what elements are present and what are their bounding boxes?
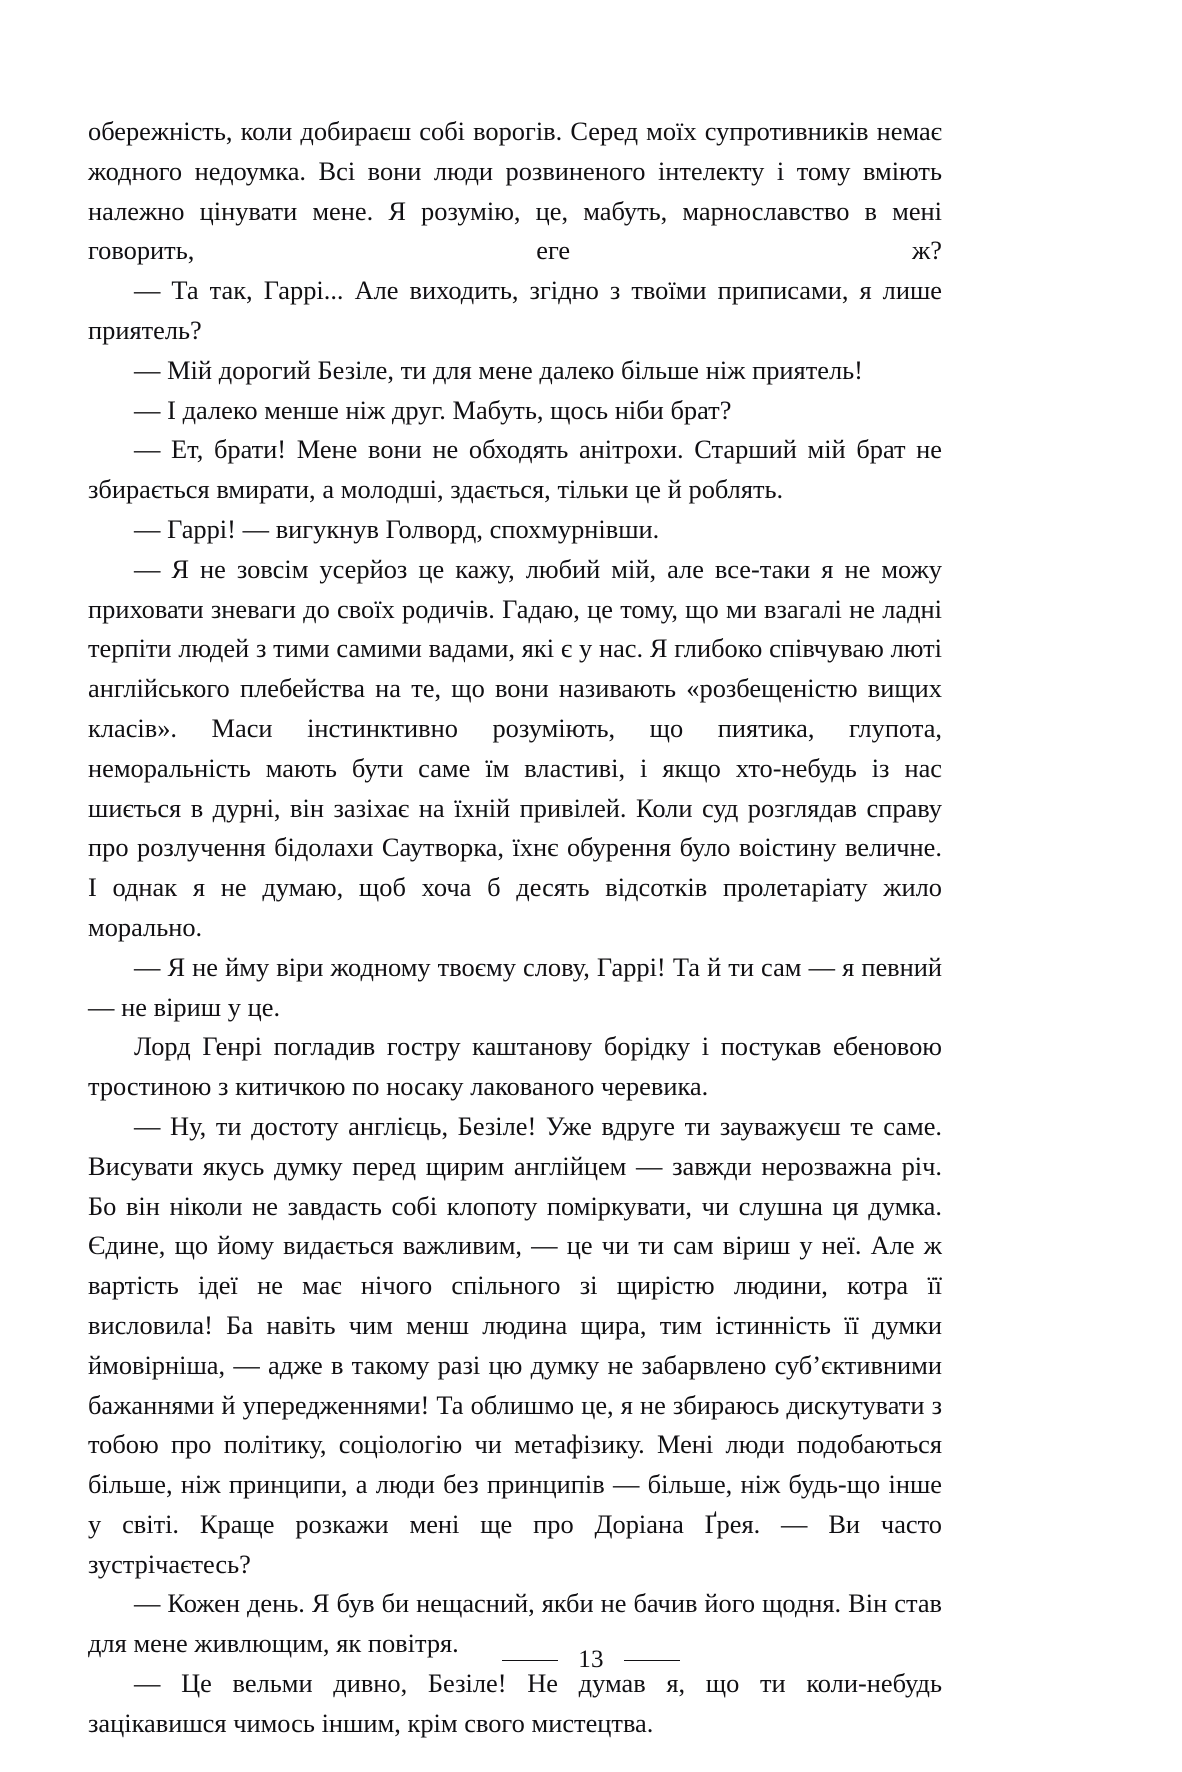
page-footer <box>0 1646 1182 1674</box>
footer-rule-left <box>502 1660 558 1661</box>
paragraph-dialogue: — Та так, Гаррі... Але виходить, згідно з твоїми приписами, я лише приятель? <box>88 275 942 345</box>
paragraph-dialogue: — Я не зовсім усерйоз це кажу, любий мій, але все-таки я не можу приховати зневаги до своїх родичів. Гадаю, це тому, що ми взагалі не ладні терпіти людей з тими самими вадами, які є у нас. Я глибоко співчуваю люті англійського плебейства на те, що вони називають «розбещеністю вищих класів». Маси інстинктивно розуміють, що пиятика, глупота, неморальність мають бути саме їм властиві, і якщо хто-небудь із нас шиється в дурні, він зазіхає на їхній привілей. Коли суд розглядав справу про розлучення бідолахи Саутворка, їхнє обурення було воістину величне. І однак я не думаю, щоб хоча б десять відсотків пролетаріату жило морально. <box>88 553 942 942</box>
page-body-text <box>88 112 942 1744</box>
footer-rule-right <box>624 1660 680 1661</box>
paragraph-dialogue: — Кожен день. Я був би нещасний, якби не бачив його щодня. Він став для мене живлющим, як повітря. <box>88 1588 942 1659</box>
paragraph-continuation: обережність, коли добираєш собі ворогів. Серед моїх супротивників немає жодного недоумка. Всі вони люди розвиненого інтелекту і тому вміють належно цінувати мене. Я розумію, це, мабуть, марнославство в мені говорить, еге ж? <box>88 116 942 266</box>
paragraph-dialogue: — І далеко менше ніж друг. Мабуть, щось ніби брат? <box>134 394 732 425</box>
paragraph-dialogue: — Гаррі! — вигукнув Голворд, спохмурнівши. <box>134 513 660 544</box>
paragraph-dialogue: — Я не йму віри жодному твоєму слову, Гаррі! Та й ти сам — я певний — не віриш у це. <box>88 951 942 1022</box>
paragraph-dialogue: — Мій дорогий Безіле, ти для мене далеко більше ніж приятель! <box>134 354 863 385</box>
paragraph-dialogue: — Ет, брати! Мене вони не обходять анітрохи. Старший мій брат не збирається вмирати, а молодші, здається, тільки це й роблять. <box>88 434 942 505</box>
paragraph-dialogue: — Це вельми дивно, Безіле! Не думав я, що ти коли-небудь зацікавишся чимось іншим, крім свого мистецтва. <box>88 1668 942 1738</box>
page-number: 13 <box>578 1646 604 1673</box>
paragraph-narrative: Лорд Генрі погладив гостру каштанову борідку і постукав ебеновою тростиною з китичкою по носаку лакованого черевика. <box>88 1031 942 1102</box>
paragraph-dialogue: — Ну, ти достоту англієць, Безіле! Уже вдруге ти зауважуєш те саме. Висувати якусь думку перед щирим англійцем — завжди нерозважна річ. Бо він ніколи не завдасть собі клопоту поміркувати, чи слушна ця думка. Єдине, що йому видається важливим, — це чи ти сам віриш у неї. Але ж вартість ідеї не має нічого спільного зі щирістю людини, котра її висловила! Ба навіть чим менш людина щира, тим істинність її думки ймовірніша, — адже в такому разі цю думку не забарвлено суб’єктивними бажаннями й упередженнями! Та облишмо це, я не збираюсь дискутувати з тобою про політику, соціологію чи метафізику. Мені люди подобаються більше, ніж принципи, а люди без принципів — більше, ніж будь-що інше у світі. Краще розкажи мені ще про Доріана Ґрея. — Ви часто зустрічаєтесь? <box>88 1110 942 1579</box>
